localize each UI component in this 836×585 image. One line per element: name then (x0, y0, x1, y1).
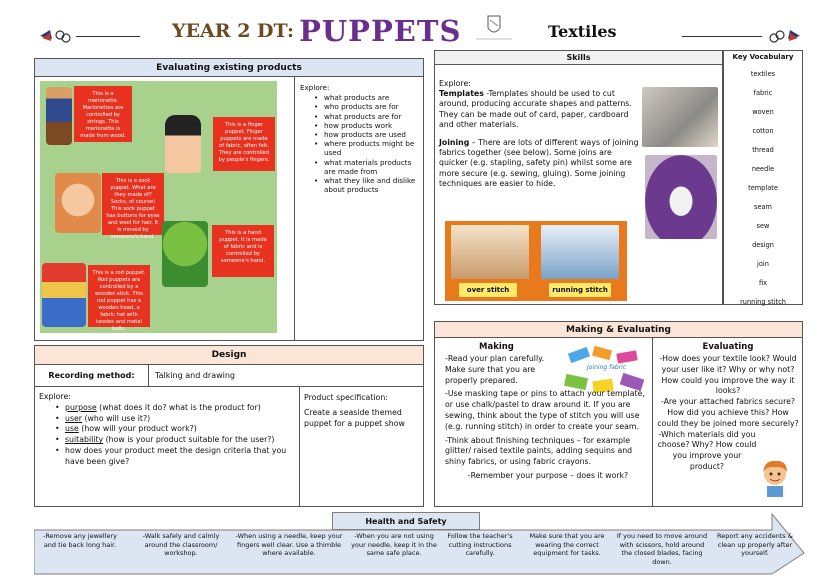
running-stitch-photo (541, 225, 619, 279)
evaluating-panel (34, 58, 424, 341)
safety-rule: -When you are not using your needle, keep it in the same safe place. (351, 532, 437, 558)
school-logo (472, 14, 516, 44)
skills-panel (434, 50, 723, 305)
page-title (172, 14, 461, 50)
design-explore-list (39, 403, 299, 468)
list-item (53, 424, 299, 435)
making-evaluating-header: Making & Evaluating (435, 322, 802, 338)
template-cutting-photo (642, 87, 718, 147)
health-safety-items (40, 532, 800, 572)
rod-puppet-image (42, 263, 86, 327)
design-term: suitability (65, 435, 104, 445)
evaluating-explore-column (294, 77, 424, 341)
joining-label: Joining (439, 138, 470, 148)
vocab-panel (723, 50, 803, 305)
design-term-description: (who will use it?) (82, 413, 151, 423)
making-paragraph: -Read your plan carefully. Make sure that you are properly prepared. (445, 354, 545, 385)
making-paragraph: -Use masking tape or pins to attach your template, or use chalk/pastel to draw around it. If you are sewing, think about the type of stitch you will use (e.g. running stitch) in order to create your seam. (445, 389, 645, 431)
title-rule-left (76, 36, 140, 37)
safety-rule: -Walk safely and calmly around the classroom/ workshop. (142, 532, 220, 558)
over-stitch-photo (451, 225, 529, 279)
list-item: • how products work (312, 121, 420, 130)
safety-rule: Follow the teacher's cutting instructions carefully. (447, 532, 513, 558)
evaluating-header: Evaluating existing products (35, 59, 423, 77)
finger-puppet-image (165, 115, 201, 173)
hand-puppet-image (162, 221, 208, 287)
evaluating-paragraph: -Which materials did you choose? Why? How could you improve your product? (657, 429, 757, 471)
vocab-header: Key Vocabulary (732, 53, 794, 61)
stitch-photos (445, 221, 627, 301)
subject-title: Textiles (548, 22, 617, 41)
design-term-description: (what does it do? what is the product for) (96, 402, 261, 412)
title-rule-right (682, 36, 762, 37)
joining-fabric-label: Joining fabric (587, 364, 627, 371)
health-safety-arrow (34, 510, 806, 576)
vocab-word: fix (758, 279, 768, 287)
title-main: PUPPETS (299, 14, 462, 48)
safety-rule: Make sure that you are wearing the correct equipment for tasks. (529, 532, 605, 558)
skills-header: Skills (435, 51, 722, 65)
scissors-icon-right (768, 27, 802, 45)
finger-puppet-card: This is a finger puppet. Finger puppets are made of fabric, often felt. They are controlled by people's fingers. (213, 117, 275, 171)
evaluating-explore-label: Explore: (300, 83, 330, 92)
vocab-word: template (748, 184, 778, 192)
vocab-word: design (752, 241, 774, 249)
joining-text: – There are lots of different ways of joining fabrics together (see below). Some joins are quicker (e.g. stapling, safety pin) whilst some are more secure (e.g. sewing, gluing). Some joining techniques are easier to hide. (439, 138, 639, 188)
making-evaluating-panel (434, 321, 803, 507)
list-item: • what they like and dislike about products (312, 176, 420, 194)
rod-puppet-card: This is a rod puppet. Rod puppets are controlled by a wooden stick. This rod puppet has a wooden head, a fabric hat with tassles and metal bells. (88, 265, 150, 327)
design-term-description: (how will your product work?) (78, 424, 197, 434)
evaluating-text (657, 354, 799, 473)
list-item (53, 446, 299, 468)
list-item: • what materials products are made from (312, 158, 420, 176)
design-term-description: (how is your product suitable for the user?) (103, 435, 275, 445)
safety-rule: If you need to move around with scissors, hold around the closed blades, facing down. (616, 532, 708, 566)
vocab-word: needle (751, 165, 775, 173)
vocab-word: cotton (752, 127, 774, 135)
recording-method-value: Talking and drawing (155, 371, 236, 380)
over-stitch-label: over stitch (459, 283, 517, 297)
making-paragraph: -Think about finishing techniques – for example glitter/ raised textile paints, adding sequins and shiny fabrics, or using fabric crayons. (445, 435, 633, 467)
evaluating-paragraph: -How does your textile look? Would your user like it? Why or why not? How could you improve the way it looks? (659, 354, 797, 396)
product-spec-label: Product specification: (304, 393, 388, 402)
recording-method-row (35, 365, 423, 387)
list-item: • who products are for (312, 102, 420, 111)
design-explore (39, 392, 299, 468)
title-prefix: YEAR 2 DT: (172, 20, 294, 42)
product-spec-text: Create a seaside themed puppet for a puppet show (304, 407, 405, 428)
list-item: • how products are used (312, 130, 420, 139)
design-term: purpose (65, 402, 97, 412)
vocab-list (724, 65, 802, 312)
vocab-word: sew (756, 222, 770, 230)
vocab-word: textiles (750, 70, 776, 78)
sock-puppet-image (55, 173, 101, 233)
templates-label: Templates (439, 89, 484, 99)
health-safety-header: Health and Safety (332, 512, 480, 530)
joining-paragraph (439, 138, 639, 189)
design-term: user (65, 413, 83, 423)
vocab-word: fabric (753, 89, 773, 97)
evaluating-paragraph: -Are your attached fabrics secure? How did you achieve this? How could they be joined more securely? (657, 397, 799, 428)
penguin-puppet-photo (645, 155, 717, 239)
puppet-photo-panel (40, 81, 277, 333)
list-item (53, 403, 299, 414)
list-item: • what products are for (312, 112, 420, 121)
design-explore-label: Explore: (39, 392, 71, 401)
safety-rule: -When using a needle, keep your fingers well clear. Use a thimble where available. (235, 532, 343, 558)
vocab-word: woven (752, 108, 774, 116)
hand-puppet-card: This is a hand puppet. It is made of fabric and is controlled by someone's hand. (212, 225, 274, 277)
making-label: Making (479, 342, 514, 352)
list-item: • where products might be used (312, 139, 420, 157)
design-panel (34, 345, 424, 507)
vocab-word: running stitch (740, 298, 786, 306)
vocab-word: join (757, 260, 769, 268)
making-text (445, 354, 651, 482)
safety-rule: Report any accidents & clean up properly after yourself. (717, 532, 793, 558)
design-term: use (65, 424, 79, 434)
safety-rule: -Remove any jewellery and tie back long hair. (42, 532, 118, 549)
design-term-description: how does your product meet the design criteria that you have been give? (65, 445, 287, 466)
list-item (53, 435, 299, 446)
scissors-icon-left (38, 27, 72, 45)
templates-paragraph (439, 89, 639, 130)
vocab-word: thread (752, 146, 774, 154)
skills-explore-label: Explore: (439, 79, 471, 88)
evaluating-explore-list (300, 93, 420, 194)
design-header: Design (35, 346, 423, 365)
sock-puppet-card: This is a sock puppet. What are they made of? Socks, of course! This sock puppet has buttons for eyes and wool for hair. It is moved by someone's hand. (102, 173, 164, 235)
product-spec-column (299, 387, 424, 507)
recording-method-label: Recording method: (35, 365, 149, 387)
evaluating-column (653, 338, 803, 506)
vocab-word: seam (754, 203, 772, 211)
marionette-image (46, 87, 72, 145)
marionette-card: This is a marionette. Marionettes are controlled by strings. This marionette is made from wood. (74, 86, 132, 142)
skills-text (439, 79, 639, 189)
running-stitch-label: running stitch (549, 283, 611, 297)
list-item (53, 414, 299, 425)
making-paragraph: -Remember your purpose – does it work? (467, 470, 629, 480)
child-avatar (757, 458, 793, 498)
list-item: • what products are (312, 93, 420, 102)
templates-text: -Templates should be used to cut around, producing accurate shapes and patterns. They can be made out of card, paper, cardboard and other materials. (439, 89, 632, 129)
evaluating-label: Evaluating (702, 342, 754, 352)
making-column (435, 338, 653, 506)
